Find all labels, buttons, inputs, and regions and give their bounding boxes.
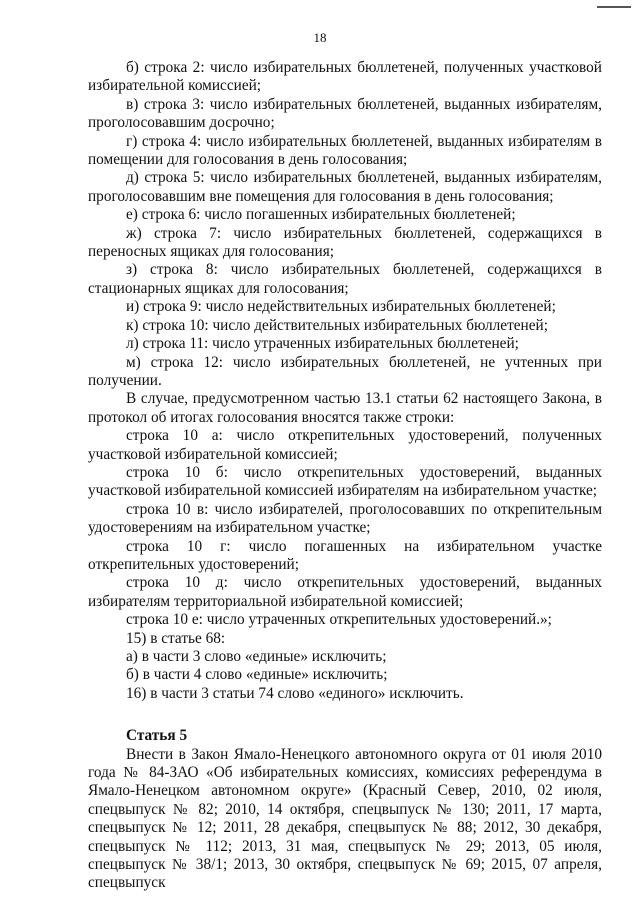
- line-10b: строка 10 б: число открепительных удостоверений, выданных участковой избирательной комиссией избирателям на избирательном участке;: [88, 463, 602, 500]
- document-body: [88, 59, 602, 893]
- list-item-d: д) строка 5: число избирательных бюллетеней, выданных избирателям, проголосовавшим вне помещения для голосования в день голосования;: [88, 169, 602, 205]
- item-15-a: а) в части 3 слово «единые» исключить;: [126, 648, 387, 665]
- item-15: 15) в статье 68:: [126, 629, 226, 647]
- article-heading: Статья 5: [126, 727, 188, 745]
- line-10v: строка 10 в: число избирателей, проголосовавших по открепительным удостоверениям на избирательном участке;: [88, 500, 602, 537]
- list-item-k: к) строка 10: число действительных избирательных бюллетеней;: [126, 316, 548, 334]
- top-rule: [597, 6, 631, 8]
- list-item-z: з) строка 8: число избирательных бюллетеней, содержащихся в стационарных ящиках для голосования;: [88, 261, 602, 297]
- list-item-m: м) строка 12: число избирательных бюллетеней, не учтенных при получении.: [88, 353, 602, 389]
- article-paragraph: Внести в Закон Ямало-Ненецкого автономного округа от 01 июля 2010 года № 84-ЗАО «Об избирательных комиссиях, комиссиях референдума в Ямало-Ненецком автономном округе» (Красный Север, 2010, 02 июля, спецвыпуск № 82; 2010, 14 октября, спецвыпуск № 130; 2011, 17 марта, спецвыпуск № 12; 2011, 28 декабря, спецвыпуск № 88; 2012, 30 декабря, спецвыпуск № 112; 2013, 31 мая, спецвыпуск № 29; 2013, 05 июля, спецвыпуск № 38/1; 2013, 30 октября, спецвыпуск № 69; 2015, 07 апреля, спецвыпуск: [88, 745, 602, 892]
- list-item-v: в) строка 3: число избирательных бюллетеней, выданных избирателям, проголосовавшим досрочно;: [88, 95, 602, 132]
- line-10e: строка 10 е: число утраченных открепительных удостоверений.»;: [126, 611, 552, 629]
- page-number: 18: [313, 30, 327, 45]
- list-item-l: л) строка 11: число утраченных избирательных бюллетеней;: [126, 335, 519, 353]
- item-16: 16) в части 3 статьи 74 слово «единого» исключить.: [126, 684, 464, 702]
- list-item-b: б) строка 2: число избирательных бюллетеней, полученных участковой избирательной комиссией;: [88, 59, 602, 95]
- paragraph-special-case: В случае, предусмотренном частью 13.1 статьи 62 настоящего Закона, в протокол об итогах голосования вносятся также строки:: [88, 390, 602, 426]
- line-10a: строка 10 а: число открепительных удостоверений, полученных участковой избирательной комиссией;: [88, 427, 602, 463]
- list-item-g: г) строка 4: число избирательных бюллетеней, выданных избирателям в помещении для голосования в день голосования;: [88, 132, 602, 169]
- line-10d: строка 10 д: число открепительных удостоверений, выданных избирателям территориальной избирательной комиссией;: [88, 574, 602, 610]
- list-item-i: и) строка 9: число недействительных избирательных бюллетеней;: [126, 298, 556, 316]
- list-item-e: е) строка 6: число погашенных избирательных бюллетеней;: [126, 206, 516, 224]
- line-10g: строка 10 г: число погашенных на избирательном участке открепительных удостоверений;: [88, 537, 602, 573]
- list-item-zh: ж) строка 7: число избирательных бюллетеней, содержащихся в переносных ящиках для голосования;: [88, 224, 602, 261]
- item-15-b: б) в части 4 слово «единые» исключить;: [126, 666, 388, 684]
